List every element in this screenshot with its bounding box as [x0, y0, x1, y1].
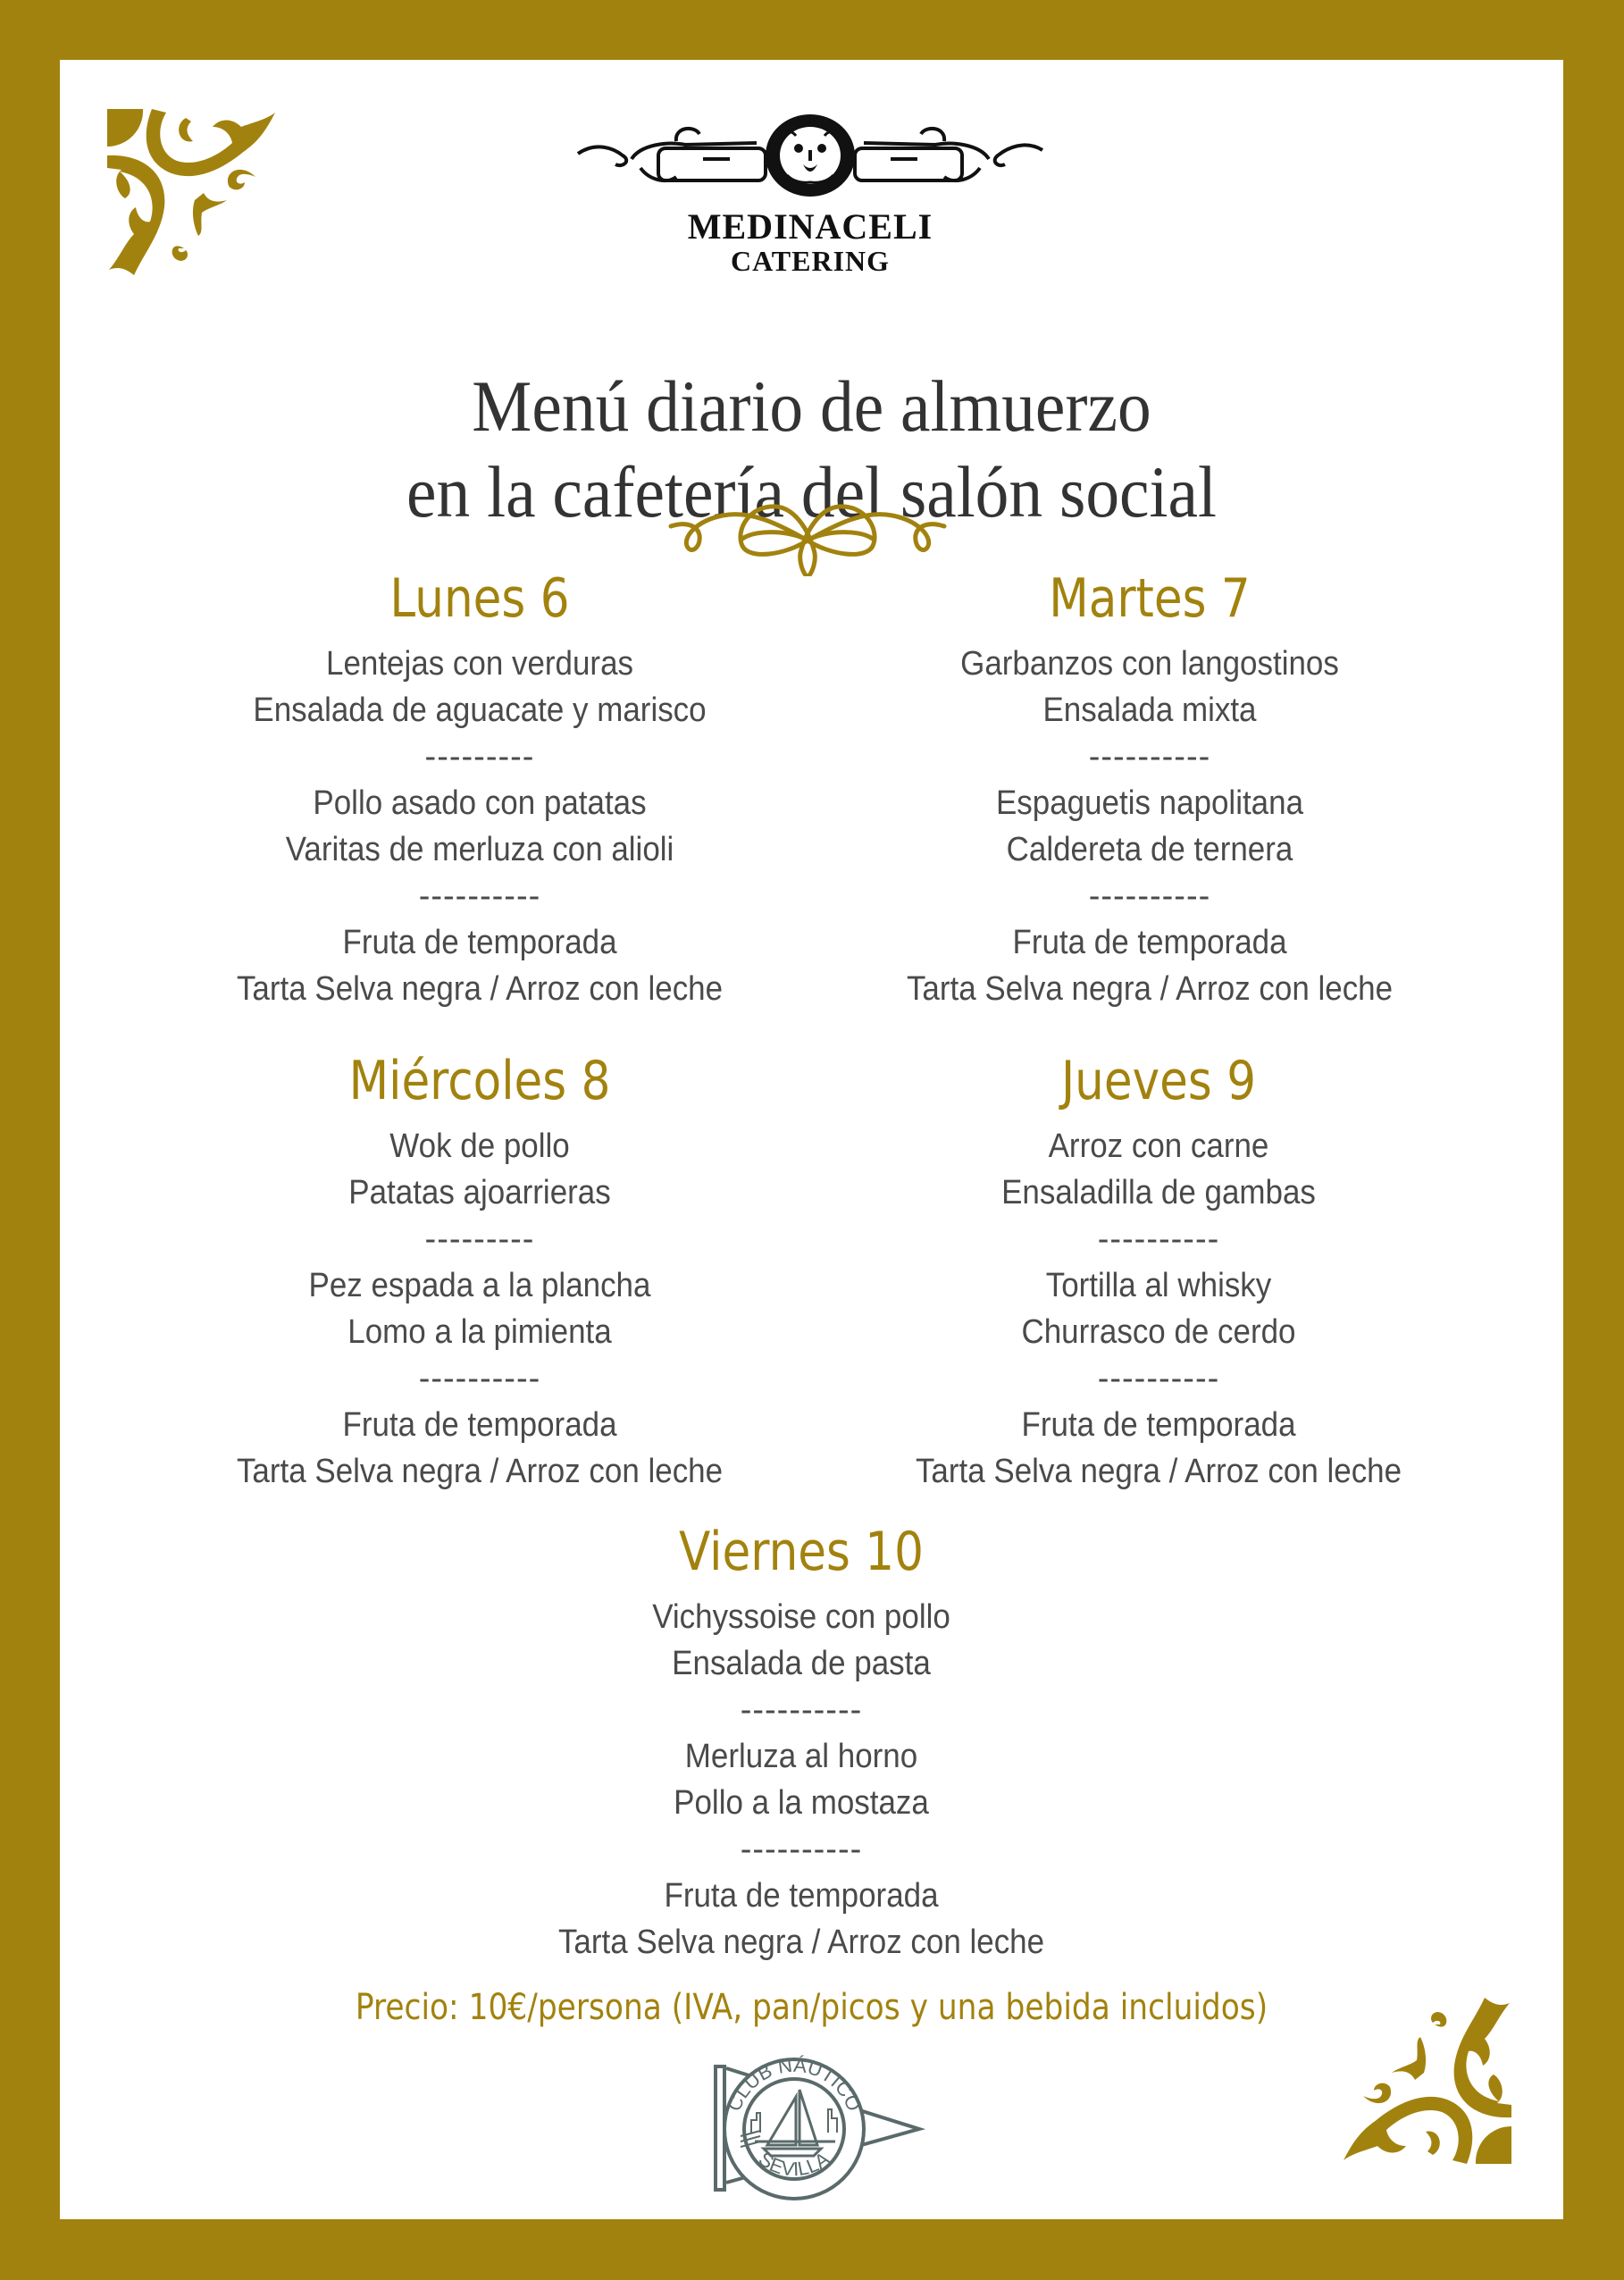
scroll-divider-icon — [660, 496, 955, 576]
course-separator: ---------- — [740, 1831, 863, 1868]
day-section-jueves — [828, 1050, 1489, 1495]
second-course-item: Lomo a la pimienta — [347, 1313, 612, 1351]
medinaceli-logo — [560, 109, 1060, 341]
course-separator: ---------- — [1088, 877, 1211, 915]
day-heading: Jueves 9 — [1060, 1050, 1257, 1112]
dessert-item: Fruta de temporada — [1012, 924, 1287, 961]
course-separator: ---------- — [418, 877, 541, 915]
course-separator: --------- — [424, 738, 535, 775]
club-name-bottom: SEVILLA — [754, 2147, 834, 2181]
first-course-item: Patatas ajoarrieras — [348, 1174, 611, 1211]
day-section-martes — [819, 567, 1480, 1012]
club-name-top: CLUB NÁUTICO — [722, 2053, 866, 2115]
second-course-item: Merluza al horno — [684, 1738, 918, 1775]
dessert-item: Tarta Selva negra / Arroz con leche — [236, 1453, 724, 1490]
first-course-item: Wok de pollo — [389, 1127, 570, 1165]
title-line-1: Menú diario de almuerzo — [472, 365, 1151, 447]
second-course-item: Espaguetis napolitana — [995, 784, 1304, 822]
first-course-item: Arroz con carne — [1048, 1127, 1269, 1165]
second-course-item: Varitas de merluza con alioli — [285, 831, 674, 868]
day-heading: Martes 7 — [1049, 567, 1251, 630]
course-separator: ---------- — [1097, 1220, 1220, 1258]
day-section-lunes — [149, 567, 810, 1012]
first-course-item: Ensaladilla de gambas — [1001, 1174, 1316, 1211]
course-separator: --------- — [424, 1220, 535, 1258]
first-course-item: Garbanzos con langostinos — [960, 645, 1339, 683]
day-section-viernes — [471, 1521, 1132, 1966]
price-note: Precio: 10€/persona (IVA, pan/picos y una bebida incluidos) — [355, 1987, 1268, 2028]
course-separator: ---------- — [418, 1360, 541, 1397]
second-course-item: Pollo asado con patatas — [313, 784, 647, 822]
course-separator: ---------- — [1097, 1360, 1220, 1397]
brand-subtitle: CATERING — [730, 245, 891, 277]
dessert-item: Tarta Selva negra / Arroz con leche — [915, 1453, 1402, 1490]
day-heading: Viernes 10 — [679, 1521, 924, 1583]
dessert-item: Tarta Selva negra / Arroz con leche — [236, 970, 724, 1008]
second-course-item: Tortilla al whisky — [1045, 1267, 1272, 1304]
club-nautico-sevilla-emblem-icon — [696, 2052, 937, 2204]
corner-flourish-icon — [98, 100, 286, 279]
menu-page — [60, 60, 1563, 2219]
first-course-item: Ensalada de pasta — [672, 1645, 931, 1682]
dessert-item: Tarta Selva negra / Arroz con leche — [906, 970, 1394, 1008]
dessert-item: Fruta de temporada — [664, 1877, 939, 1915]
dessert-item: Fruta de temporada — [342, 924, 617, 961]
course-separator: ---------- — [1088, 738, 1211, 775]
dessert-item: Fruta de temporada — [342, 1406, 617, 1444]
dessert-item: Fruta de temporada — [1021, 1406, 1296, 1444]
first-course-item: Vichyssoise con pollo — [652, 1598, 950, 1636]
first-course-item: Lentejas con verduras — [326, 645, 633, 683]
second-course-item: Pollo a la mostaza — [674, 1784, 929, 1822]
second-course-item: Churrasco de cerdo — [1021, 1313, 1296, 1351]
day-section-miercoles — [149, 1050, 810, 1495]
day-heading: Miércoles 8 — [348, 1050, 611, 1112]
lion-mask-scroll-ornament-icon — [569, 109, 1051, 198]
dessert-item: Tarta Selva negra / Arroz con leche — [557, 1924, 1045, 1961]
course-separator: ---------- — [740, 1691, 863, 1729]
first-course-item: Ensalada mixta — [1042, 692, 1257, 729]
second-course-item: Caldereta de ternera — [1006, 831, 1293, 868]
day-heading: Lunes 6 — [389, 567, 570, 630]
brand-name: MEDINACELI — [687, 206, 933, 247]
title-line-2: en la cafetería del salón social — [406, 451, 1217, 532]
first-course-item: Ensalada de aguacate y marisco — [253, 692, 707, 729]
second-course-item: Pez espada a la plancha — [308, 1267, 651, 1304]
